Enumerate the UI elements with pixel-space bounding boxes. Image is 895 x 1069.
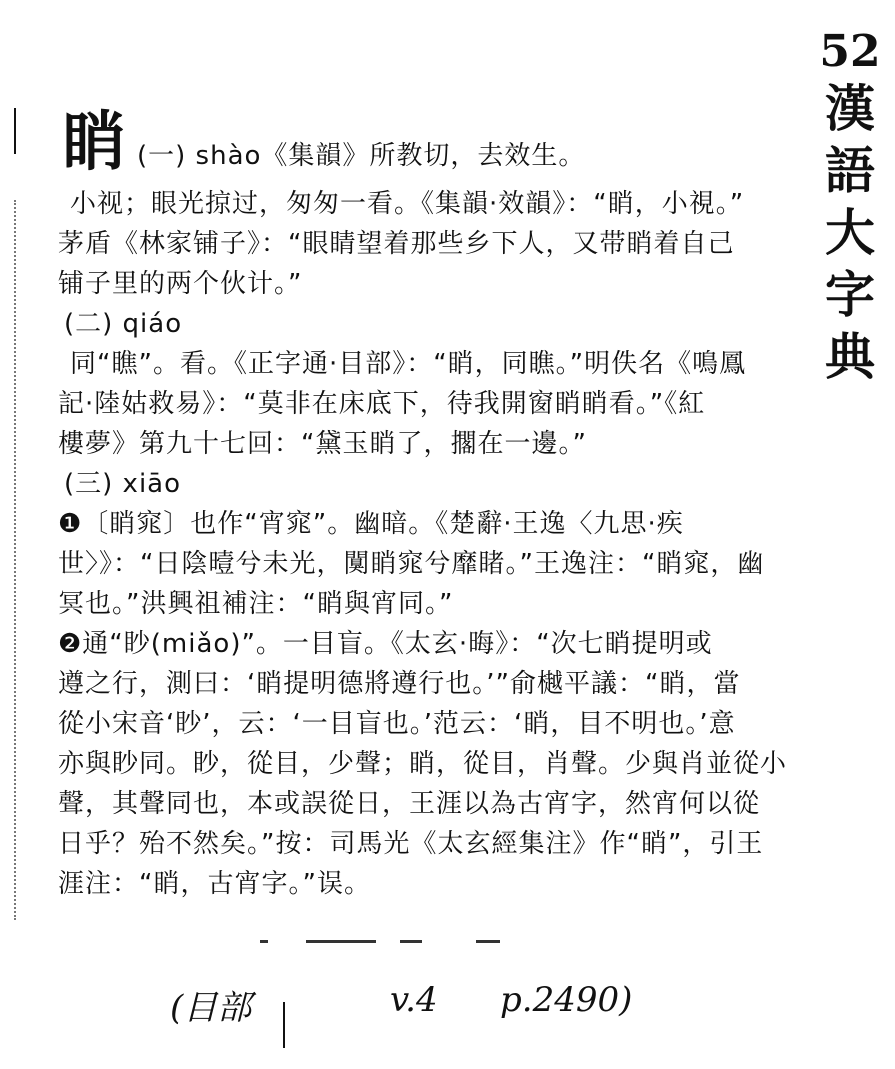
scan-artifacts xyxy=(260,940,500,946)
handwritten-note xyxy=(170,968,710,1048)
title-char: 字 xyxy=(825,266,875,324)
sense1-pronunciation: (一) shào《集韻》所教切，去效生。 xyxy=(137,141,586,171)
sense3-pronunciation: (三) xiāo xyxy=(64,469,182,499)
sense3-item1-line: 世〉》：“日陰曀兮未光，闃睄窕兮靡睹。”王逸注：“睄窕，幽 xyxy=(58,549,765,579)
title-char: 大 xyxy=(825,204,875,262)
sense1-line: 茅盾《林家铺子》：“眼睛望着那些乡下人，又带睄着自己 xyxy=(58,229,735,259)
dictionary-title-vertical xyxy=(819,26,881,388)
sense3-item2-line: 聲，其聲同也，本或誤從日，王涯以為古宵字，然宵何以從 xyxy=(58,789,761,819)
sense3-item2-line: 從小宋音‘眇’，云：‘一目盲也。’范云：‘睄，目不明也。’意 xyxy=(58,709,736,739)
handwritten-radical: (目部 xyxy=(170,988,252,1028)
handwritten-volume: v.4 xyxy=(390,980,438,1020)
title-char: 典 xyxy=(825,328,875,386)
sense3-item2-line: 遵之行，測曰：‘睄提明德將遵行也。’”俞樾平議：“睄，當 xyxy=(58,669,741,699)
sense2-line: 記·陸姑救易》：“莫非在床底下，待我開窗睄睄看。”《紅 xyxy=(58,389,706,419)
title-char: 漢 xyxy=(825,80,875,138)
margin-bar xyxy=(14,108,16,154)
sense3-item2-line: 涯注：“睄，古宵字。”误。 xyxy=(58,869,371,899)
page-number: 52 xyxy=(819,26,881,77)
sense3-item1-line: ❶〔睄窕〕也作“宵窕”。幽暗。《楚辭·王逸〈九思·疾 xyxy=(58,509,684,539)
headword: 睄 xyxy=(62,106,127,180)
sense2-line: 樓夢》第九十七回：“黛玉睄了，擱在一邊。” xyxy=(58,429,587,459)
sense2-pronunciation: (二) qiáo xyxy=(64,309,183,339)
dictionary-entry xyxy=(58,108,798,904)
sense3-item2-line: ❷通“眇(miǎo)”。一目盲。《太玄·晦》：“次七睄提明或 xyxy=(58,629,713,659)
sense1-line: 铺子里的两个伙计。” xyxy=(58,269,303,299)
entry-head xyxy=(62,108,798,178)
sense2-line: 同“瞧”。看。《正字通·目部》：“睄，同瞧。”明佚名《鳴鳳 xyxy=(70,349,747,379)
sense3-item2-line: 日乎？殆不然矣。”按：司馬光《太玄經集注》作“睄”，引王 xyxy=(58,829,764,859)
margin-scan-dots xyxy=(14,200,18,920)
title-char: 語 xyxy=(825,142,875,200)
sense3-item1-line: 冥也。”洪興祖補注：“睄與宵同。” xyxy=(58,589,454,619)
sense3-item2-line: 亦與眇同。眇，從目，少聲；睄，從目，肖聲。少與肖並從小 xyxy=(58,749,788,779)
handwritten-stroke xyxy=(283,1002,285,1048)
sense1-line: 小视；眼光掠过，匆匆一看。《集韻·效韻》：“睄，小視。” xyxy=(70,189,745,219)
handwritten-page: p.2490) xyxy=(500,980,633,1020)
